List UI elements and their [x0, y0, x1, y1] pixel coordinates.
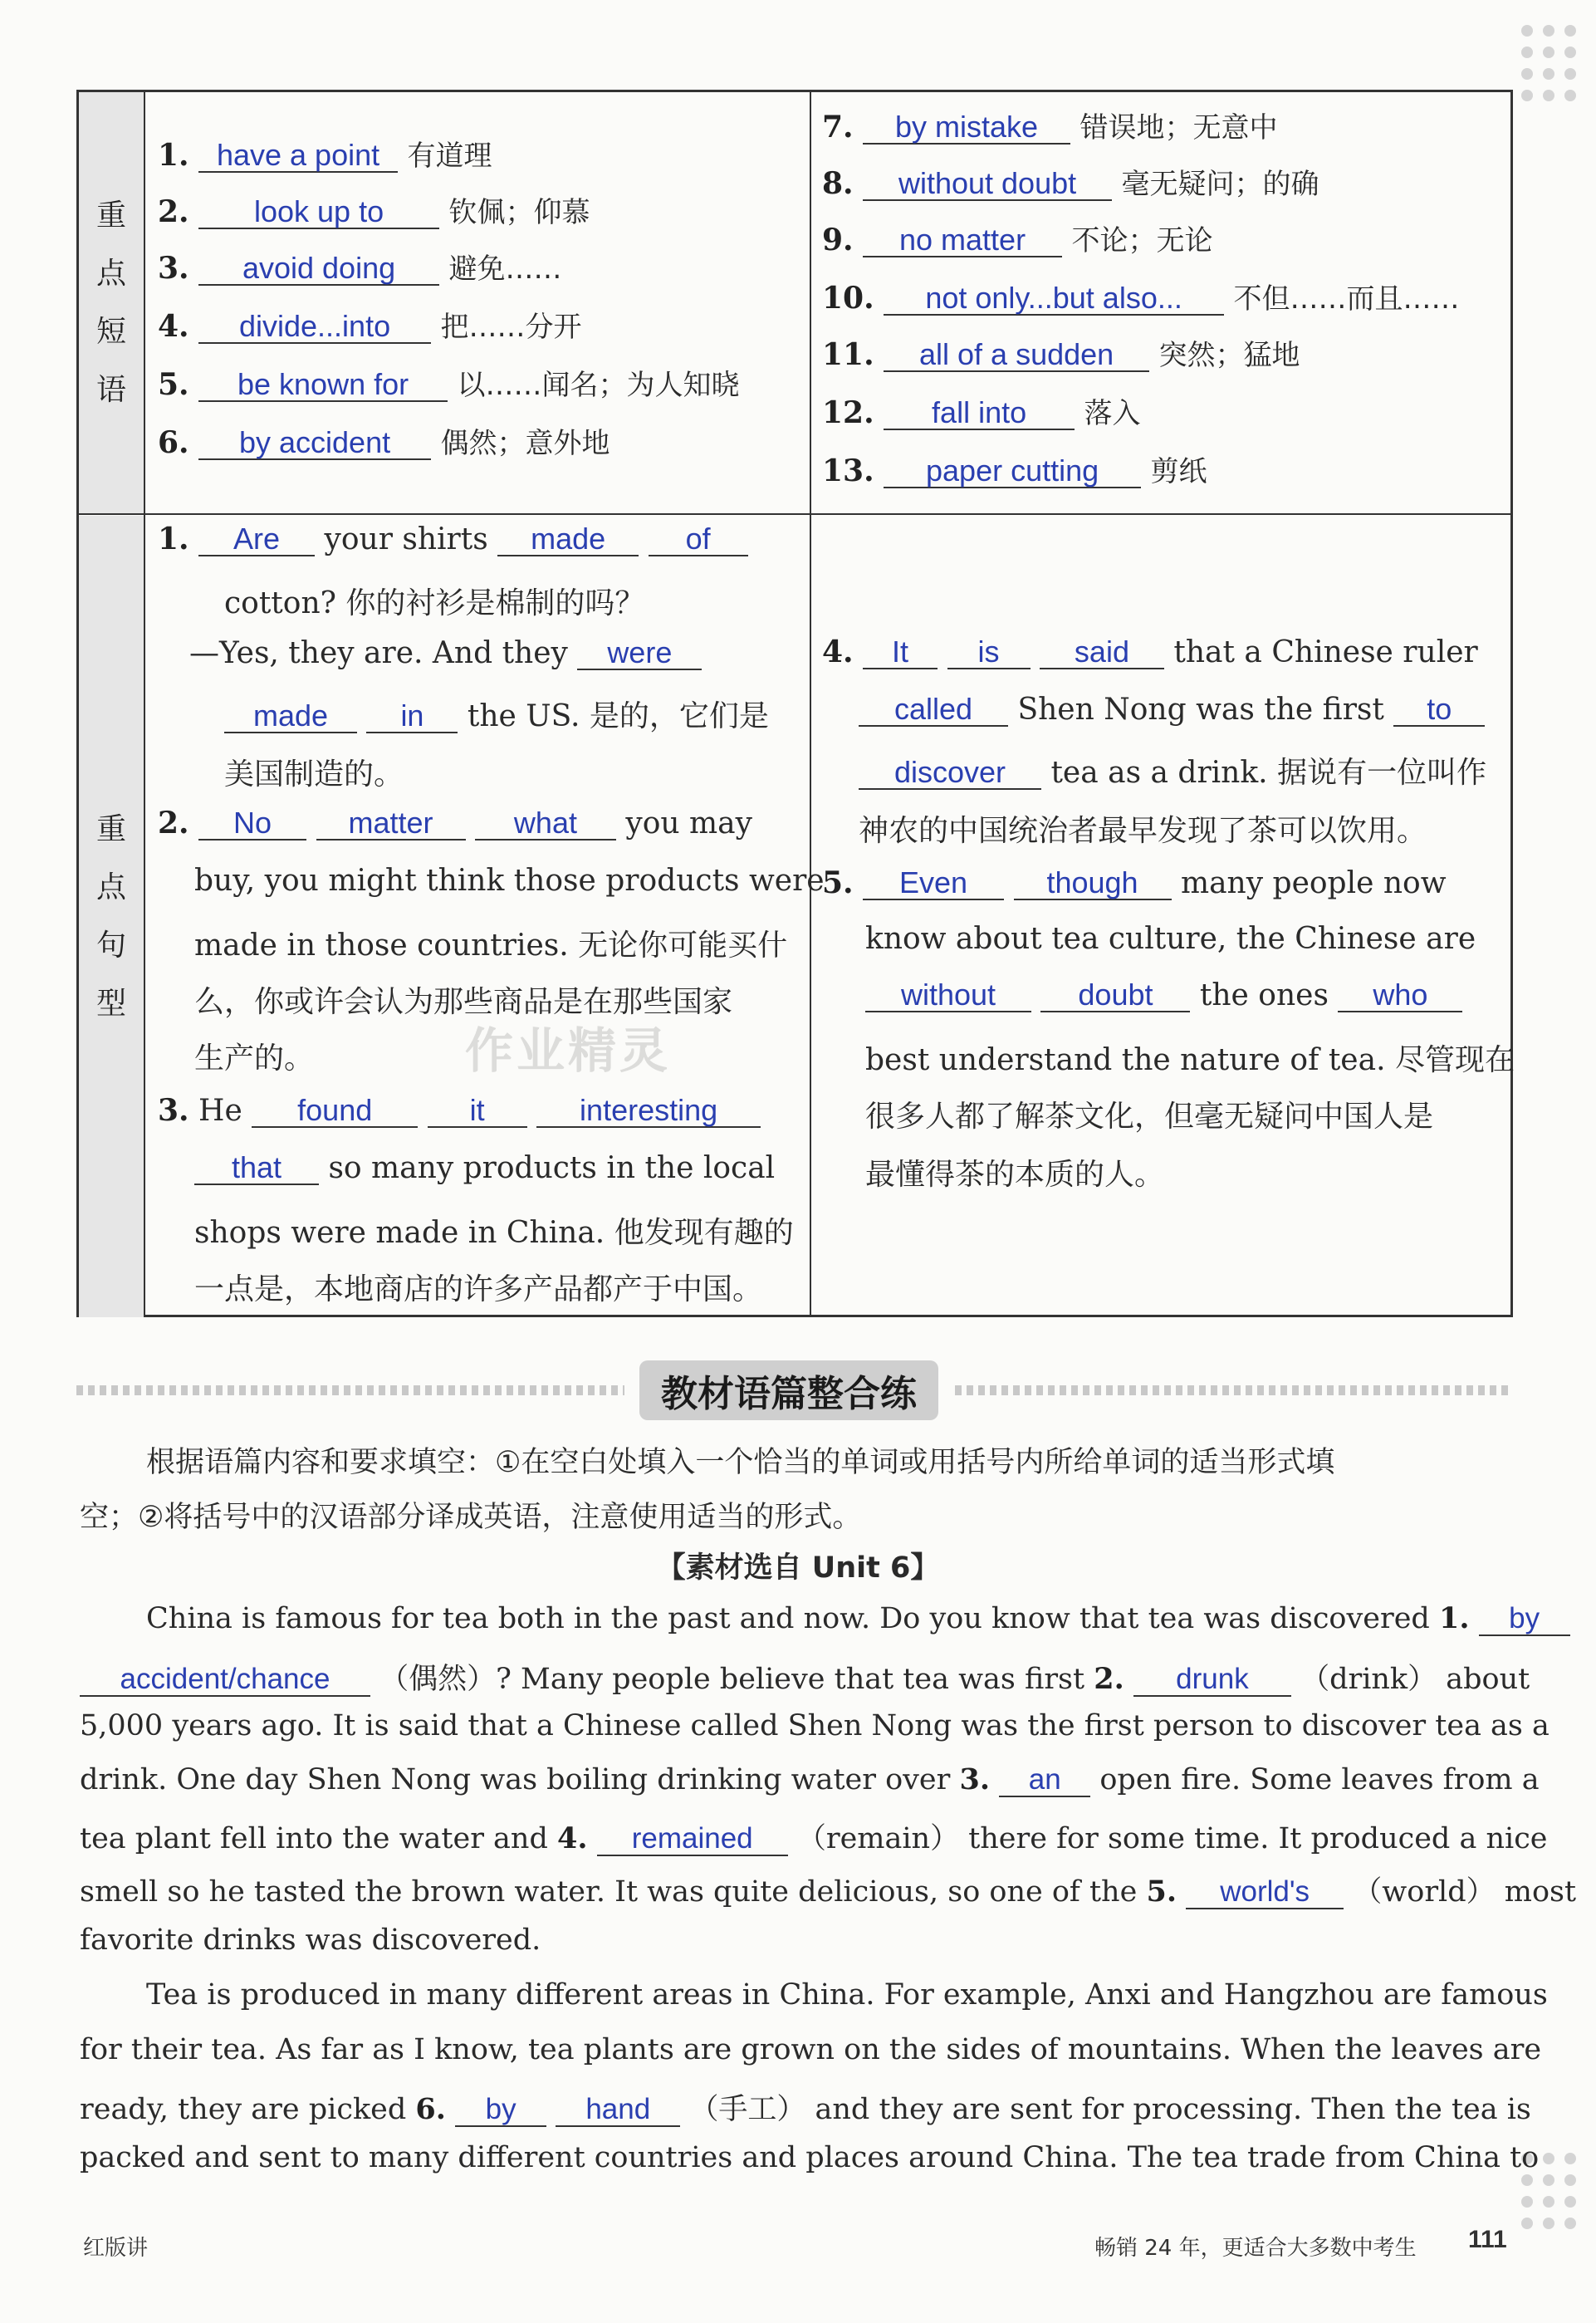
answer-blank: is	[947, 636, 1031, 669]
phrase-item: 3. avoid doing 避免……	[158, 251, 562, 286]
phrase-item: 13. paper cutting 剪纸	[822, 453, 1207, 488]
footer-left: 红版讲	[83, 2236, 149, 2261]
answer-blank: it	[428, 1095, 527, 1128]
phrase-item: 11. all of a sudden 突然；猛地	[822, 337, 1300, 372]
answer-blank: doubt	[1040, 979, 1190, 1012]
answer-blank: an	[999, 1765, 1090, 1797]
answer-blank: look up to	[198, 196, 439, 229]
phrase-item: 4. divide...into 把……分开	[158, 309, 582, 344]
answer-blank: paper cutting	[884, 455, 1141, 488]
answer-blank: No	[198, 807, 306, 840]
answer-blank: avoid doing	[198, 252, 439, 286]
answer-blank: remained	[597, 1824, 788, 1856]
sentences-side-label: 重 点 句 型	[79, 516, 144, 1317]
answer-blank: what	[475, 807, 616, 840]
answer-blank: found	[252, 1095, 418, 1128]
answer-blank: discover	[859, 757, 1041, 790]
answer-blank: interesting	[536, 1095, 761, 1128]
divider-left	[76, 1385, 624, 1395]
instructions: 根据语篇内容和要求填空：①在空白处填入一个恰当的单词或用括号内所给单词的适当形式填 空；②将括号中的汉语部分译成英语，注意使用适当的形式。	[80, 1446, 1335, 1534]
phrase-item: 8. without doubt 毫无疑问；的确	[822, 166, 1319, 201]
answer-blank: that	[194, 1152, 319, 1185]
page-number: 111	[1468, 2226, 1507, 2253]
answer-blank: of	[649, 523, 748, 556]
answer-blank: matter	[316, 807, 466, 840]
answer-blank: divide...into	[198, 311, 431, 344]
phrase-item: 2. look up to 钦佩；仰慕	[158, 194, 590, 229]
answer-blank: all of a sudden	[884, 339, 1149, 372]
footer-slogan: 畅销 24 年，更适合大多数中考生	[1094, 2236, 1417, 2261]
answer-blank: in	[366, 700, 458, 733]
answer-blank: were	[577, 637, 702, 670]
answer-blank: Are	[198, 523, 315, 556]
answer-blank: without	[865, 979, 1031, 1012]
phrase-item: 1. have a point 有道理	[158, 138, 492, 173]
answer-blank: hand	[556, 2095, 680, 2127]
source-label: 【素材选自 Unit 6】	[656, 1551, 940, 1585]
answer-blank: said	[1040, 636, 1164, 669]
answer-blank: Even	[863, 867, 1004, 900]
answer-blank: by	[455, 2095, 546, 2127]
answer-blank: drunk	[1133, 1664, 1291, 1697]
divider-right	[955, 1385, 1513, 1395]
answer-blank: not only...but also...	[884, 282, 1224, 316]
answer-blank: who	[1338, 979, 1462, 1012]
phrase-item: 6. by accident 偶然；意外地	[158, 425, 610, 460]
phrase-item: 10. not only...but also... 不但……而且……	[822, 281, 1460, 316]
answer-blank: without doubt	[863, 168, 1112, 201]
corner-dots-top	[1521, 25, 1576, 101]
answer-blank: be known for	[198, 369, 448, 402]
phrase-item: 5. be known for 以……闻名；为人知晓	[158, 367, 740, 402]
answer-blank: called	[859, 693, 1008, 727]
watermark: 作业精灵	[465, 1022, 672, 1079]
section-title: 教材语篇整合练	[639, 1360, 938, 1420]
phrases-side-label: 重 点 短 语	[79, 92, 144, 513]
answer-blank: by mistake	[863, 111, 1070, 145]
answer-blank: fall into	[884, 397, 1075, 430]
answer-blank: by accident	[198, 427, 431, 460]
answer-blank: to	[1393, 693, 1485, 727]
answer-blank: accident/chance	[80, 1664, 370, 1697]
answer-blank: by	[1479, 1604, 1570, 1636]
answer-blank: made	[224, 700, 357, 733]
answer-blank: have a point	[198, 140, 398, 173]
phrase-item: 12. fall into 落入	[822, 395, 1141, 430]
answer-blank: It	[863, 636, 938, 669]
phrase-item: 9. no matter 不论；无论	[822, 223, 1213, 257]
answer-blank: made	[497, 523, 639, 556]
phrase-item: 7. by mistake 错误地；无意中	[822, 110, 1278, 145]
answer-blank: world's	[1186, 1877, 1344, 1909]
answer-blank: though	[1014, 867, 1172, 900]
answer-blank: no matter	[863, 224, 1062, 257]
